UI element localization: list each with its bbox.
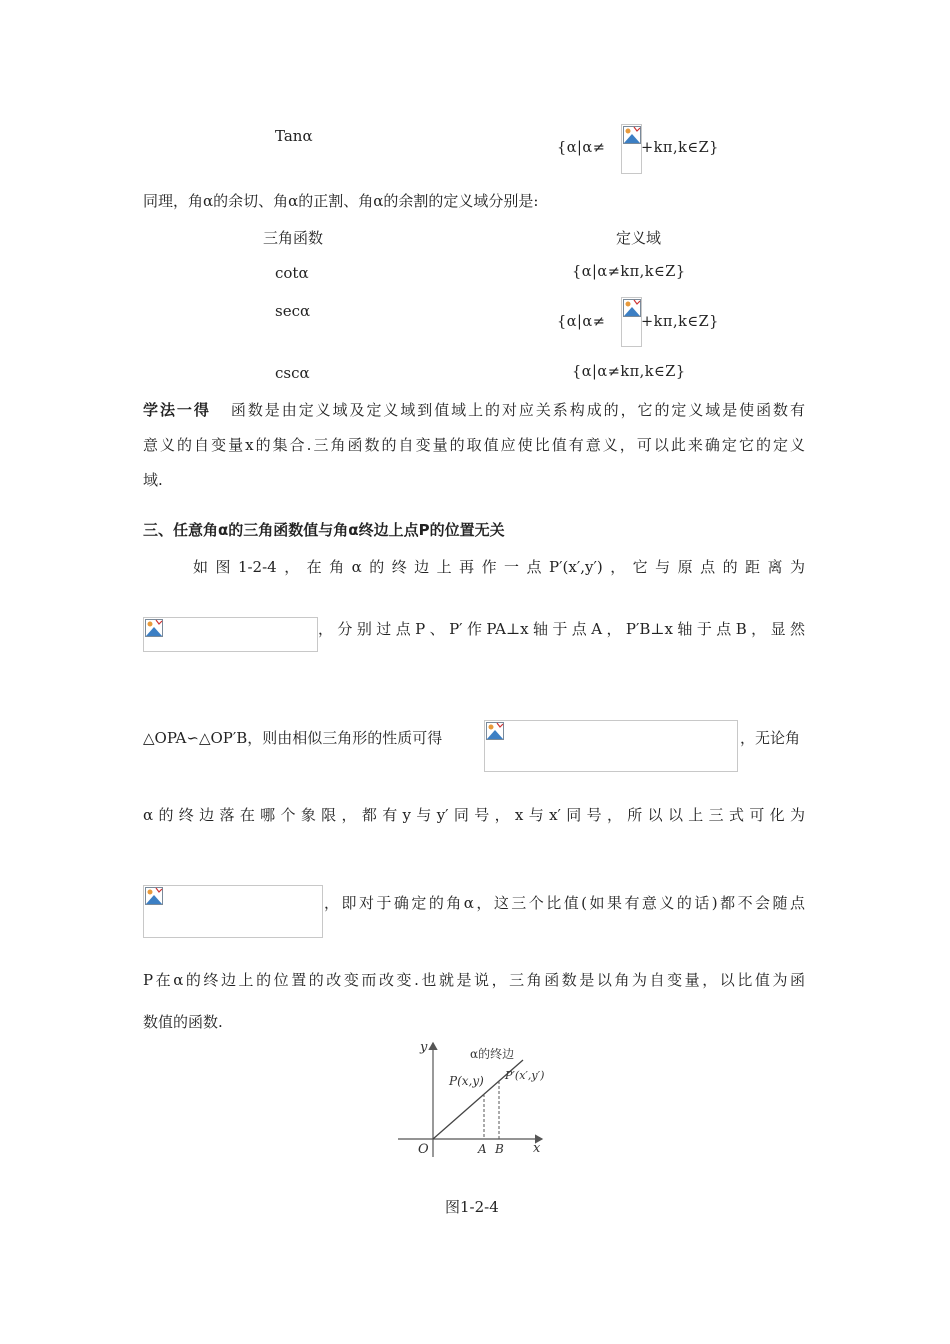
tan-label: Tanα xyxy=(275,127,313,145)
method-label: 学法一得 xyxy=(143,401,211,419)
section3-line-6: P在α的终边上的位置的改变而改变.也就是说，三角函数是以角为自变量，以比值为函 xyxy=(143,971,805,989)
tan-domain-prefix: {α|α≠ xyxy=(557,140,606,156)
method-line-2: 意义的自变量x的集合.三角函数的自变量的取值应使比值有意义，可以此来确定它的定义 xyxy=(143,436,805,454)
figure-caption: 图1-2-4 xyxy=(445,1198,499,1216)
section3-line-3a: △OPA∽△OP′B，则由相似三角形的性质可得 xyxy=(143,729,443,747)
label-ray: α的终边 xyxy=(470,1047,515,1061)
label-p: P(x,y) xyxy=(449,1074,484,1088)
section3-line-3b: ，无论角 xyxy=(740,729,801,747)
csc-label: cscα xyxy=(275,364,310,382)
label-p-prime: P′(x′,y′) xyxy=(505,1069,545,1082)
label-y: y xyxy=(420,1040,428,1055)
section3-line-1: 如图1-2-4，在角α的终边上再作一点P′(x′,y′)，它与原点的距离为 xyxy=(193,558,805,576)
label-x: x xyxy=(533,1141,541,1156)
label-o: O xyxy=(418,1142,429,1157)
formula-image-ratios xyxy=(484,720,738,772)
cot-label: cotα xyxy=(275,264,309,282)
cot-domain: {α|α≠kπ,k∈Z} xyxy=(572,264,686,280)
method-paragraph xyxy=(143,393,805,498)
formula-image-pi-over-2-a xyxy=(621,124,642,174)
section3-line-2: ，分别过点P、P′作PA⊥x轴于点A，P′B⊥x轴于点B，显然 xyxy=(318,620,805,638)
sec-domain-prefix: {α|α≠ xyxy=(557,314,606,330)
method-line-1: 学法一得 函数是由定义域及定义域到值域上的对应关系构成的，它的定义域是使函数有 xyxy=(143,401,805,419)
section3-line-5: ，即对于确定的角α，这三个比值(如果有意义的话)都不会随点 xyxy=(324,894,805,912)
header-func: 三角函数 xyxy=(263,229,324,247)
header-domain: 定义域 xyxy=(616,229,662,247)
formula-image-simplified xyxy=(143,885,323,938)
figure-1-2-4 xyxy=(390,1038,560,1160)
sec-label: secα xyxy=(275,302,311,320)
broken-image-icon xyxy=(145,619,163,637)
sec-domain-suffix: +kπ,k∈Z} xyxy=(641,314,719,330)
formula-image-distance xyxy=(143,617,318,652)
broken-image-icon xyxy=(623,126,641,144)
broken-image-icon xyxy=(623,299,641,317)
formula-image-pi-over-2-b xyxy=(621,297,642,347)
broken-image-icon xyxy=(486,722,504,740)
intro-line: 同理，角α的余切、角α的正割、角α的余割的定义域分别是: xyxy=(143,192,539,210)
section3-heading: 三、任意角α的三角函数值与角α终边上点P的位置无关 xyxy=(143,521,505,539)
label-b: B xyxy=(495,1142,504,1156)
method-line-3: 域. xyxy=(143,471,163,489)
csc-domain: {α|α≠kπ,k∈Z} xyxy=(572,364,686,380)
section3-line-7: 数值的函数. xyxy=(143,1013,223,1031)
section3-line-4: α的终边落在哪个象限，都有y与y′同号，x与x′同号，所以以上三式可化为 xyxy=(143,806,805,824)
tan-domain-suffix: +kπ,k∈Z} xyxy=(641,140,719,156)
broken-image-icon xyxy=(145,887,163,905)
label-a: A xyxy=(478,1142,487,1156)
